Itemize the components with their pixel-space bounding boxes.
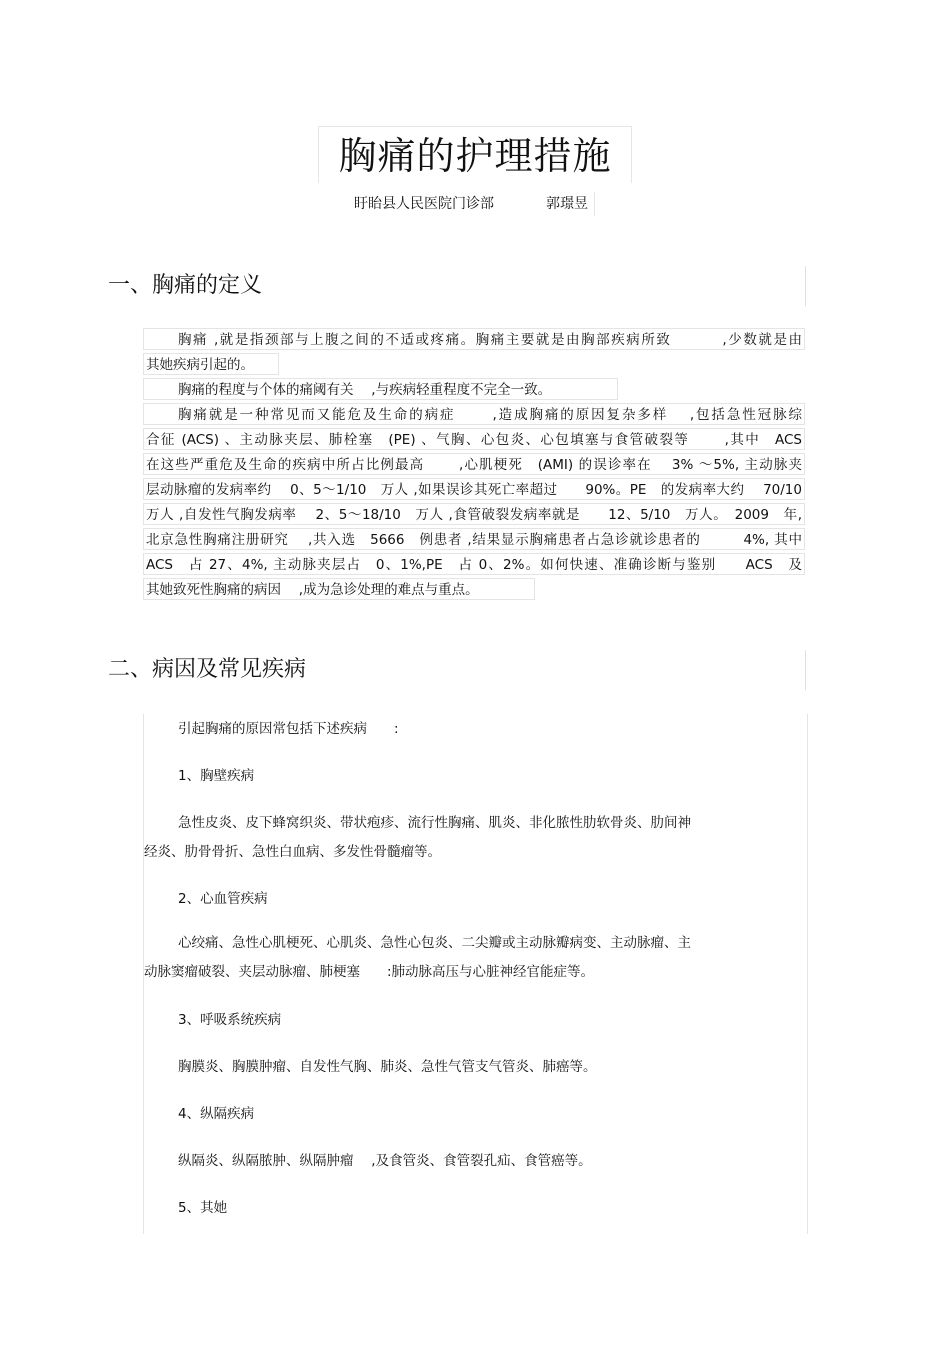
- s2-item-3-label: [144, 1005, 281, 1035]
- s2-item-2-line-2: 动脉窦瘤破裂、夹层动脉瘤、肺梗塞 :肺动脉高压与心脏神经官能症等。: [144, 964, 595, 980]
- s2-item-2-label-text: 2、心血管疾病: [178, 891, 268, 907]
- section-2-body: [143, 714, 808, 1234]
- s2-item-4-line-1: [144, 1146, 592, 1176]
- s2-item-2-line-1: [144, 928, 691, 958]
- s2-item-4-line-1-text: 纵隔炎、纵隔脓肿、纵隔肿瘤 ,及食管炎、食管裂孔疝、食管癌等。: [178, 1153, 592, 1169]
- author-line: [352, 192, 595, 216]
- s1-line-11: 其她致死性胸痛的病因 ,成为急诊处理的难点与重点。: [143, 578, 535, 600]
- s2-item-1-label: [144, 761, 254, 791]
- section-2-heading: 二、病因及常见疾病: [108, 650, 806, 690]
- s2-intro: [144, 714, 399, 744]
- s2-item-2-line-1-text: 心绞痛、急性心肌梗死、心肌炎、急性心包炎、二尖瓣或主动脉瓣病变、主动脉瘤、主: [178, 935, 691, 951]
- section-1-heading: 一、胸痛的定义: [108, 266, 806, 306]
- s2-item-1-line-2: 经炎、肋骨骨折、急性白血病、多发性骨髓瘤等。: [144, 844, 441, 860]
- s2-item-3-line-1: [144, 1052, 597, 1082]
- s1-line-2: 其她疾病引起的。: [143, 353, 279, 375]
- author-organization: 盱眙县人民医院门诊部: [354, 196, 494, 212]
- s2-item-1-line-1: [144, 808, 691, 838]
- s2-item-1-label-text: 1、胸壁疾病: [178, 768, 255, 784]
- s1-line-8: 万人 ,自发性气胸发病率 2、5～18/10 万人 ,食管破裂发病率就是 12、5/10 万人。 2009 年,: [143, 503, 805, 525]
- title-box: [318, 126, 632, 183]
- s1-line-1: 胸痛 ,就是指颈部与上腹之间的不适或疼痛。胸痛主要就是由胸部疾病所致 ,少数就是由: [143, 328, 805, 350]
- s2-item-2-label: [144, 884, 268, 914]
- s2-intro-text: 引起胸痛的原因常包括下述疾病 :: [178, 721, 399, 737]
- s1-line-5: 合征 (ACS) 、主动脉夹层、肺栓塞 (PE) 、气胸、心包炎、心包填塞与食管破裂等 ,其中 ACS: [143, 428, 805, 450]
- s2-item-5-label-text: 5、其她: [178, 1200, 228, 1216]
- s2-item-5-label: [144, 1193, 227, 1223]
- s2-item-3-label-text: 3、呼吸系统疾病: [178, 1012, 282, 1028]
- s1-line-6: 在这些严重危及生命的疾病中所占比例最高 ,心肌梗死 (AMI) 的误诊率在 3% ～5%, 主动脉夹: [143, 453, 805, 475]
- s2-item-4-label-text: 4、纵隔疾病: [178, 1106, 255, 1122]
- s1-line-9: 北京急性胸痛注册研究 ,共入选 5666 例患者 ,结果显示胸痛患者占急诊就诊患者的 4%, 其中: [143, 528, 805, 550]
- s1-line-7: 层动脉瘤的发病率约 0、5～1/10 万人 ,如果误诊其死亡率超过 90%。PE 的发病率大约 70/10: [143, 478, 805, 500]
- s1-line-10: ACS 占 27、4%, 主动脉夹层占 0、1%,PE 占 0、2%。如何快速、准确诊断与鉴别 ACS 及: [143, 553, 805, 575]
- document-title: 胸痛的护理措施: [338, 134, 612, 178]
- s2-item-4-label: [144, 1099, 254, 1129]
- s2-item-3-line-1-text: 胸膜炎、胸膜肿瘤、自发性气胸、肺炎、急性气管支气管炎、肺癌等。: [178, 1059, 597, 1075]
- author-name: 郭璟昱: [546, 196, 588, 212]
- s1-line-3: 胸痛的程度与个体的痛阈有关 ,与疾病轻重程度不完全一致。: [143, 378, 618, 400]
- s2-item-1-line-1-text: 急性皮炎、皮下蜂窝织炎、带状疱疹、流行性胸痛、肌炎、非化脓性肋软骨炎、肋间神: [178, 815, 691, 831]
- s1-line-4: 胸痛就是一种常见而又能危及生命的病症 ,造成胸痛的原因复杂多样 ,包括急性冠脉综: [143, 403, 805, 425]
